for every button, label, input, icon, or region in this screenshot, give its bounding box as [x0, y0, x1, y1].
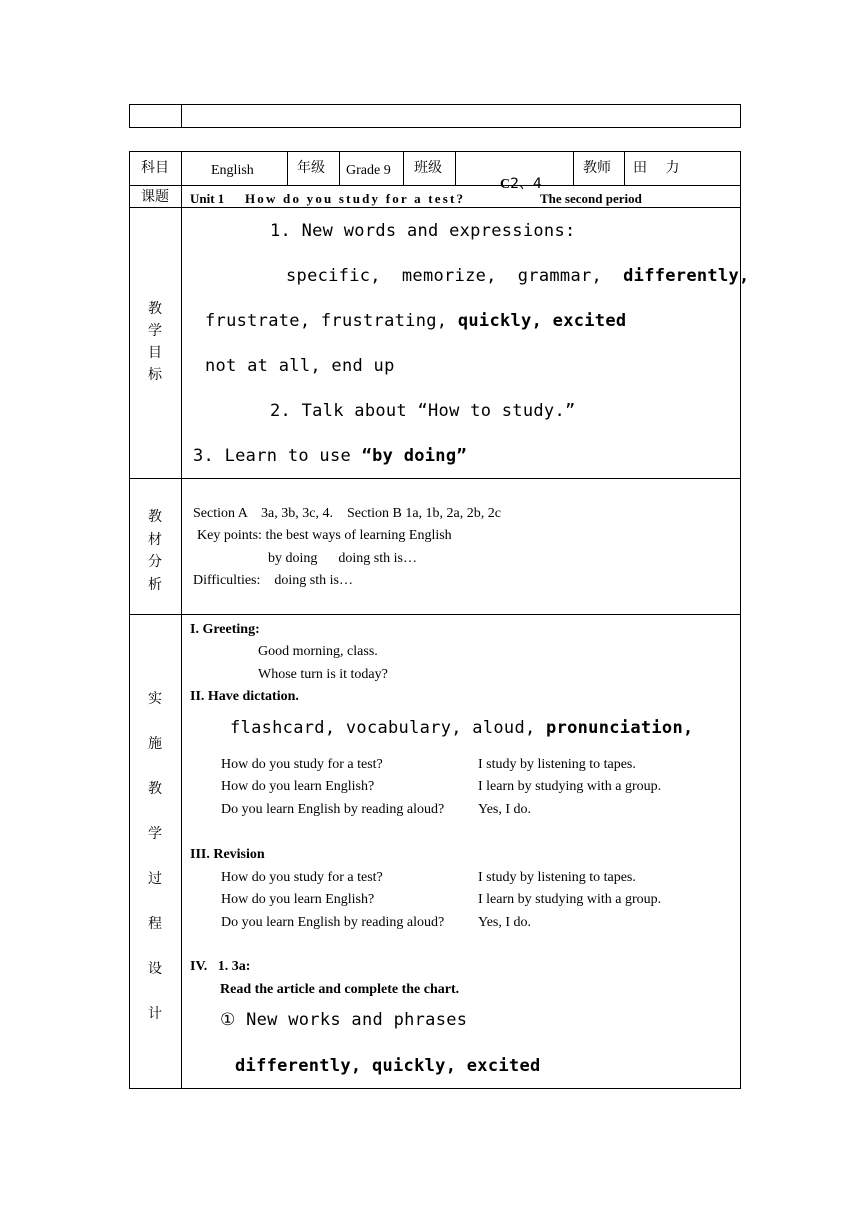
class-value-rest: 2、4: [510, 176, 542, 192]
analysis-line-4: Difficulties: doing sth is…: [193, 573, 353, 588]
qa2-answer: I study by listening to tapes.: [478, 870, 636, 885]
grade-label: 年级: [297, 160, 325, 176]
lesson-plan-table: [129, 151, 741, 1089]
section-iv-words: differently, quickly, excited: [235, 1056, 541, 1076]
process-label-char: 设: [148, 961, 162, 977]
dictation-words: [230, 720, 694, 737]
objectives-label-char: 学: [148, 323, 162, 339]
header-divider-6: [624, 151, 625, 185]
dictation-words-bold: pronunciation,: [546, 718, 694, 738]
objectives-label-char: 标: [148, 367, 162, 383]
process-label-char: 程: [148, 916, 162, 932]
qa2-answer: Yes, I do.: [478, 915, 532, 930]
dictation-words-plain: flashcard, vocabulary, aloud,: [230, 718, 547, 738]
header-divider-2: [339, 151, 340, 185]
process-label-char: 实: [148, 691, 162, 707]
objectives-line-6: [193, 448, 467, 465]
greeting-line-1: Good morning, class.: [258, 644, 378, 659]
row-divider-topic: [129, 207, 741, 208]
process-label: [129, 688, 181, 1048]
qa2-question: Do you learn English by reading aloud?: [221, 915, 445, 930]
objectives-line-3-bold: quickly, excited: [457, 311, 627, 331]
objectives-line-2-bold: differently,: [623, 266, 750, 286]
topic-label: 课题: [141, 189, 169, 205]
class-label: 班级: [414, 160, 442, 176]
topic-unit: Unit 1: [190, 191, 225, 206]
analysis-label-char: 析: [148, 576, 162, 593]
objectives-line-3-plain: frustrate, frustrating,: [205, 311, 458, 331]
subject-label: 科目: [141, 160, 169, 176]
header-divider-4: [455, 151, 456, 185]
process-label-char: 施: [148, 736, 162, 752]
qa1-answer: Yes, I do.: [478, 802, 532, 817]
header-divider-3: [403, 151, 404, 185]
objectives-line-3: [205, 313, 626, 330]
row-divider-header: [129, 185, 741, 186]
label-column-divider: [181, 151, 182, 1089]
row-divider-objectives: [129, 478, 741, 479]
qa1-answer: I study by listening to tapes.: [478, 757, 636, 772]
process-label-char: 教: [148, 781, 162, 797]
analysis-label-char: 教: [148, 509, 162, 525]
analysis-label-char: 分: [148, 554, 162, 570]
qa2-question: How do you study for a test?: [221, 870, 383, 885]
analysis-label-char: 材: [148, 531, 162, 548]
subject-value: English: [211, 163, 254, 178]
section-iv-title: IV. 1. 3a:: [190, 959, 251, 974]
objectives-line-4: not at all, end up: [205, 356, 395, 376]
grade-value: Grade 9: [346, 163, 391, 178]
section-iv-new-words-heading: ① New works and phrases: [220, 1010, 468, 1030]
row-divider-analysis: [129, 614, 741, 615]
top-table-divider: [181, 104, 182, 128]
objectives-line-6-plain: 3. Learn to use: [193, 446, 362, 466]
topic-period: The second period: [540, 191, 642, 206]
qa1-question: How do you study for a test?: [221, 757, 383, 772]
objectives-line-2: [286, 268, 750, 285]
top-table: [129, 104, 741, 128]
objectives-label-char: 教: [148, 301, 162, 317]
objectives-label-char: 目: [148, 345, 162, 361]
revision-title: III. Revision: [190, 847, 265, 862]
dictation-title: II. Have dictation.: [190, 689, 299, 704]
greeting-title: I. Greeting:: [190, 622, 260, 637]
teacher-value: 田 力: [633, 160, 680, 176]
analysis-line-2: Key points: the best ways of learning English: [197, 528, 452, 543]
qa2-answer: I learn by studying with a group.: [478, 892, 662, 907]
header-divider-5: [573, 151, 574, 185]
objectives-line-1: 1. New words and expressions:: [270, 221, 576, 241]
qa1-question: How do you learn English?: [221, 779, 375, 794]
topic-question: How do you study for a test?: [245, 191, 466, 206]
process-label-char: 学: [148, 826, 162, 842]
class-value: [493, 163, 542, 192]
analysis-line-3: by doing doing sth is…: [268, 551, 417, 566]
qa1-answer: I learn by studying with a group.: [478, 779, 662, 794]
objectives-line-6-bold: “by doing”: [361, 446, 467, 466]
analysis-line-1: Section A 3a, 3b, 3c, 4. Section B 1a, 1b, 2a, 2b, 2c: [193, 506, 501, 521]
process-label-char: 计: [148, 1006, 162, 1022]
analysis-label: [129, 506, 181, 596]
objectives-label: [129, 298, 181, 386]
teacher-label: 教师: [583, 160, 611, 176]
section-iv-instruction: Read the article and complete the chart.: [220, 982, 460, 997]
objectives-line-2-plain: specific, memorize, grammar,: [286, 266, 624, 286]
process-label-char: 过: [148, 871, 162, 887]
qa1-question: Do you learn English by reading aloud?: [221, 802, 445, 817]
class-value-prefix: C: [500, 177, 511, 192]
qa2-question: How do you learn English?: [221, 892, 375, 907]
header-divider-1: [287, 151, 288, 185]
greeting-line-2: Whose turn is it today?: [258, 667, 388, 682]
objectives-line-5: 2. Talk about “How to study.”: [270, 401, 576, 421]
